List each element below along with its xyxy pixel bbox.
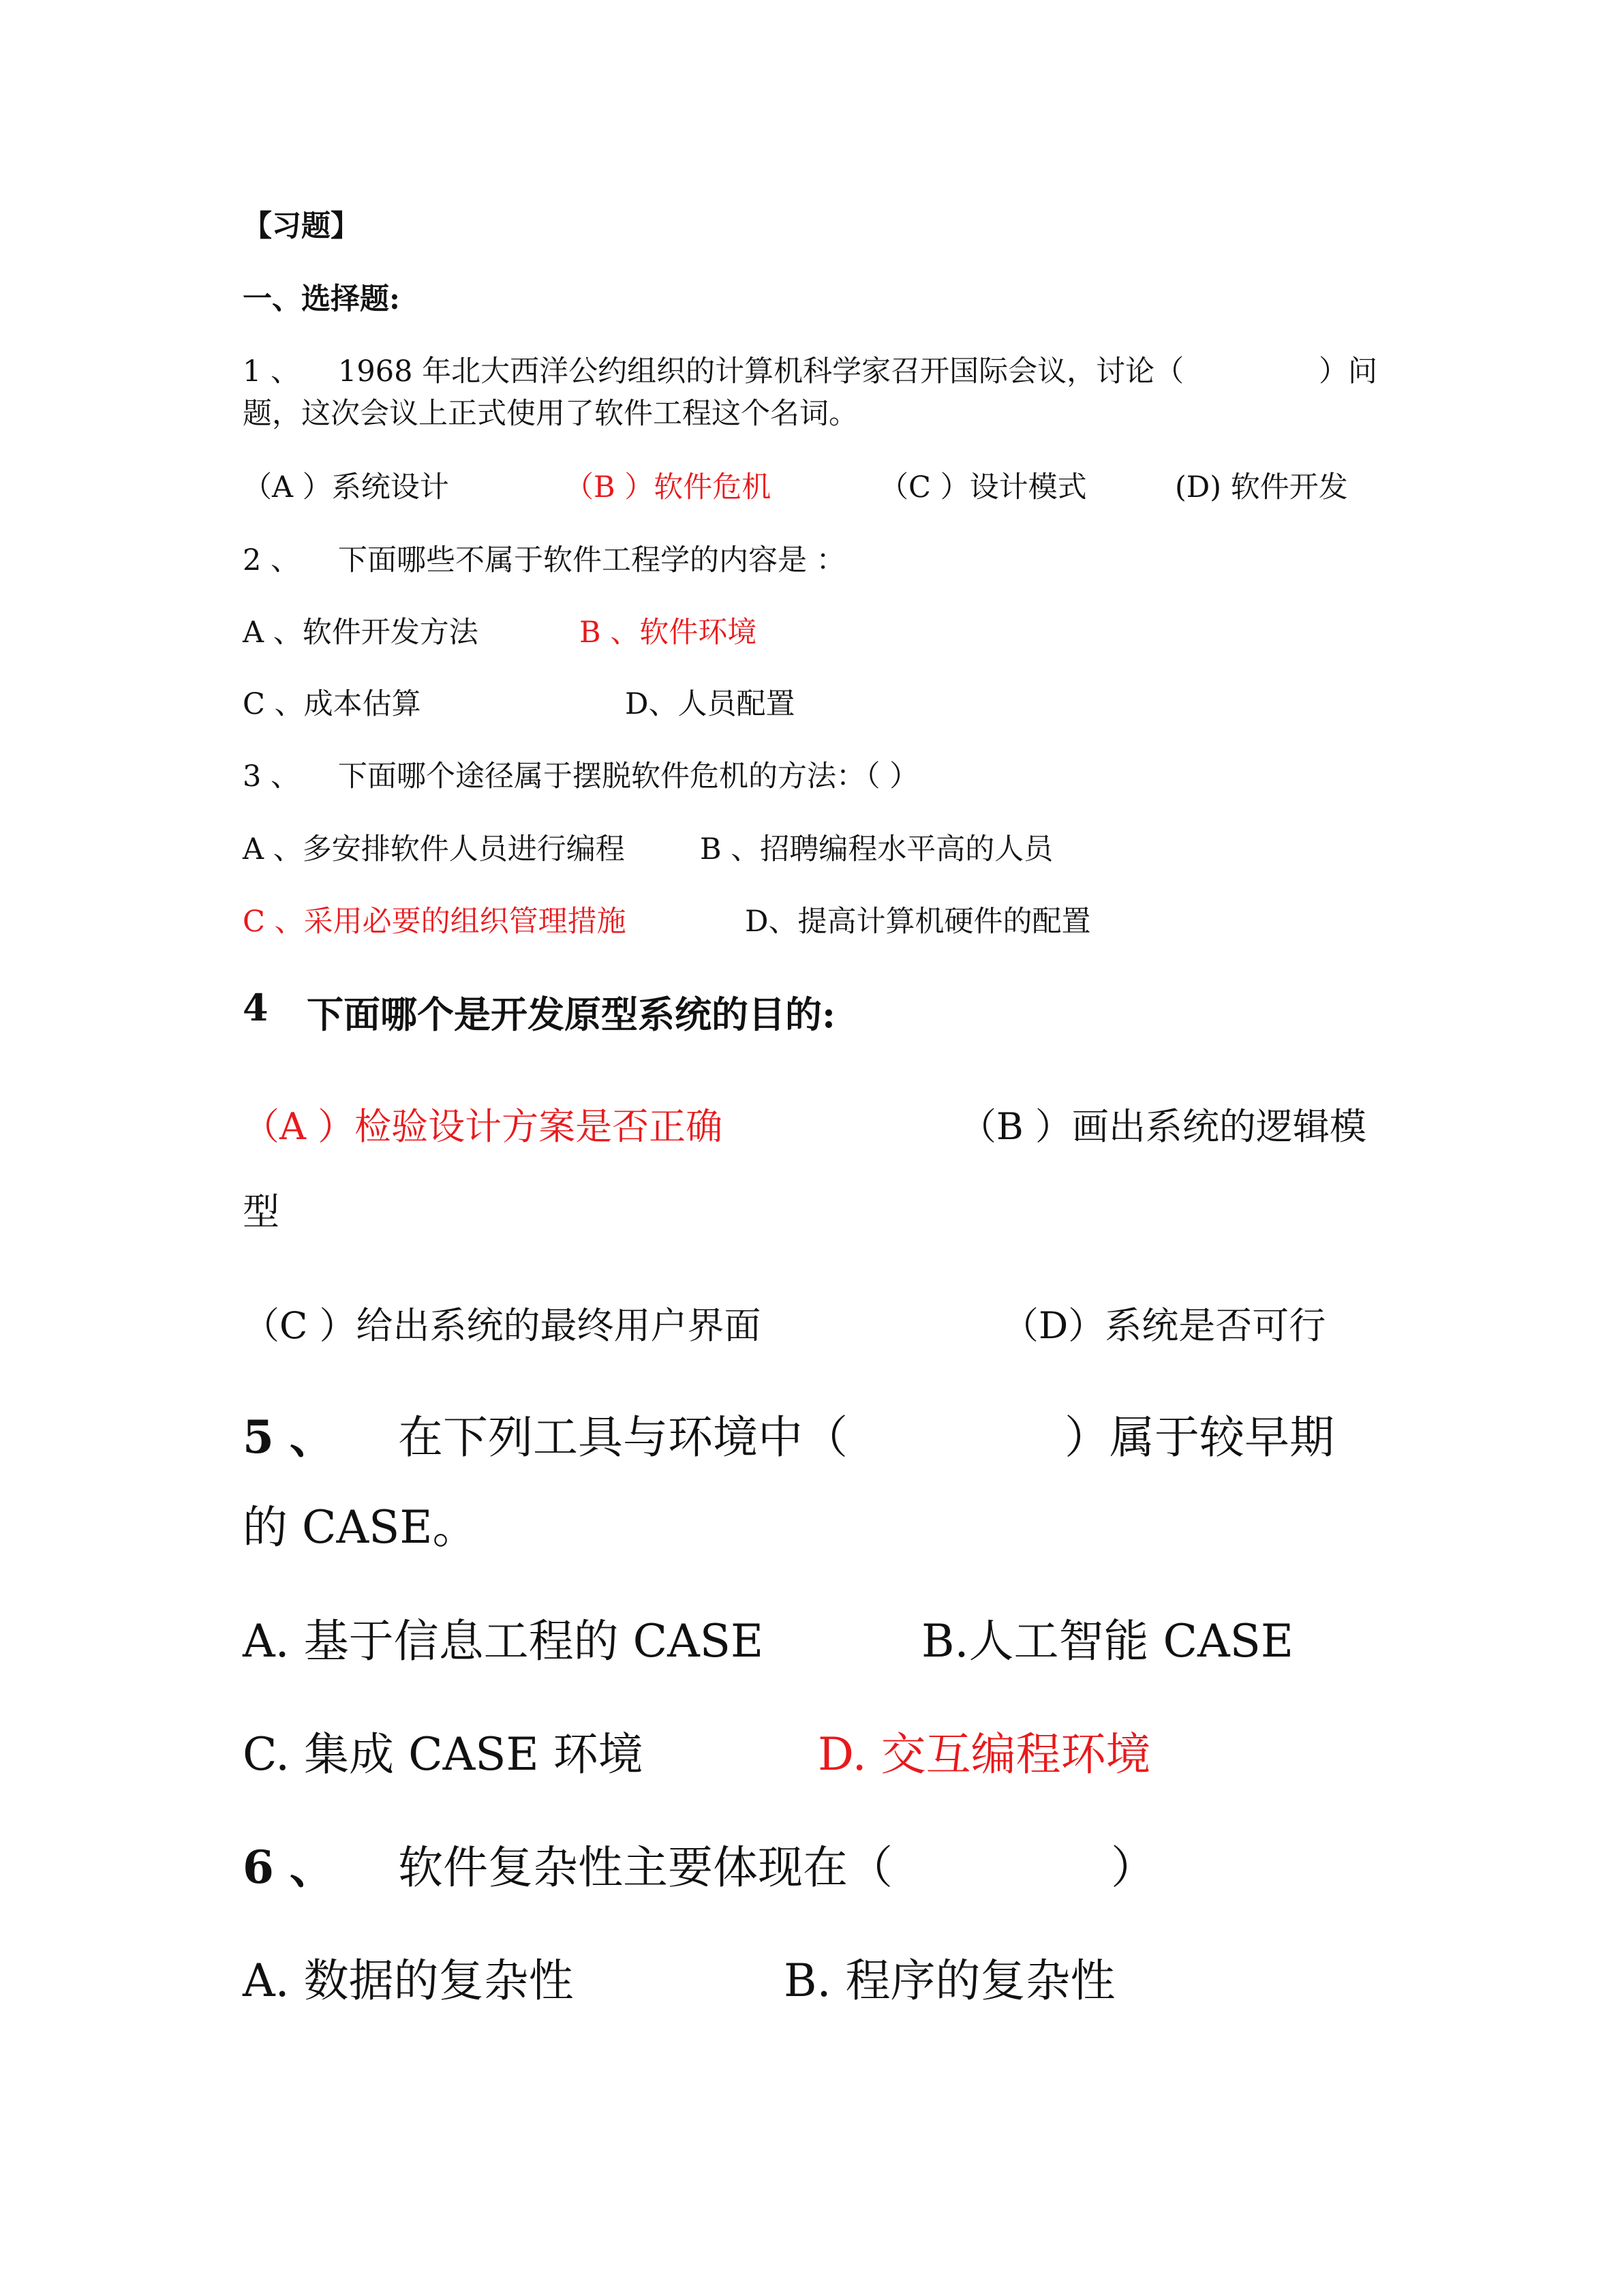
q5-text: 在下列工具与环境中（ xyxy=(398,1411,848,1464)
q2-number: 2 、 xyxy=(243,543,301,577)
q1-option-d: (D) 软件开发 xyxy=(1175,470,1348,504)
q5-text-end: ）属于较早期 xyxy=(1065,1411,1334,1464)
q6-option-b: B. 程序的复杂性 xyxy=(784,1954,1116,2007)
q3-option-a: A 、多安排软件人员进行编程 xyxy=(243,832,625,866)
q3-text: 下面哪个途径属于摆脱软件危机的方法：（ ） xyxy=(338,759,919,794)
q3-option-c-answer: C 、采用必要的组织管理措施 xyxy=(243,905,626,939)
q3-number: 3 、 xyxy=(243,759,301,794)
q4-option-b-cont: 型 xyxy=(243,1190,279,1233)
q5-option-c: C. 集成 CASE 环境 xyxy=(243,1728,643,1781)
q1-option-a: （A ）系统设计 xyxy=(243,470,449,504)
q4-option-c: （C ）给出系统的最终用户界面 xyxy=(243,1304,761,1347)
q5-option-b: B.人工智能 CASE xyxy=(921,1615,1294,1667)
q4-option-a-answer: （A ）检验设计方案是否正确 xyxy=(243,1105,723,1148)
q6-text-end: ） xyxy=(1111,1841,1156,1894)
q5-number: 5 、 xyxy=(243,1410,335,1464)
q4-option-b: （B ）画出系统的逻辑模 xyxy=(960,1105,1366,1148)
exercise-heading: 【习题】 xyxy=(243,209,360,243)
q1-text-line1-end: ）问 xyxy=(1319,354,1377,389)
q2-option-d: D、人员配置 xyxy=(625,687,795,721)
q3-option-b: B 、招聘编程水平高的人员 xyxy=(700,832,1054,866)
q1-option-c: （C ）设计模式 xyxy=(879,470,1087,504)
q6-option-a: A. 数据的复杂性 xyxy=(243,1954,574,2007)
q4-text: 下面哪个是开发原型系统的目的: xyxy=(307,993,836,1036)
q4-number: 4 xyxy=(243,986,269,1029)
q1-number: 1 、 xyxy=(243,354,301,389)
q2-option-c: C 、成本估算 xyxy=(243,687,421,721)
q3-option-d: D、提高计算机硬件的配置 xyxy=(745,905,1091,939)
q6-number: 6 、 xyxy=(243,1841,335,1894)
q2-text: 下面哪些不属于软件工程学的内容是 ： xyxy=(338,543,846,577)
q2-option-b-answer: B 、软件环境 xyxy=(579,616,757,650)
q1-option-b-answer: （B ）软件危机 xyxy=(564,470,771,504)
q6-text: 软件复杂性主要体现在（ xyxy=(398,1841,893,1894)
q2-option-a: A 、软件开发方法 xyxy=(243,616,478,650)
section-title: 一、选择题: xyxy=(243,282,400,316)
q1-text-line1: 1968 年北大西洋公约组织的计算机科学家召开国际会议，讨论（ xyxy=(338,354,1184,389)
q1-text-line2: 题，这次会议上正式使用了软件工程这个名词。 xyxy=(243,397,858,431)
q5-option-a: A. 基于信息工程的 CASE xyxy=(243,1615,764,1667)
q4-option-d: （D）系统是否可行 xyxy=(1002,1304,1326,1347)
q5-text-line2: 的 CASE。 xyxy=(243,1501,478,1554)
q5-option-d-answer: D. 交互编程环境 xyxy=(818,1728,1151,1781)
